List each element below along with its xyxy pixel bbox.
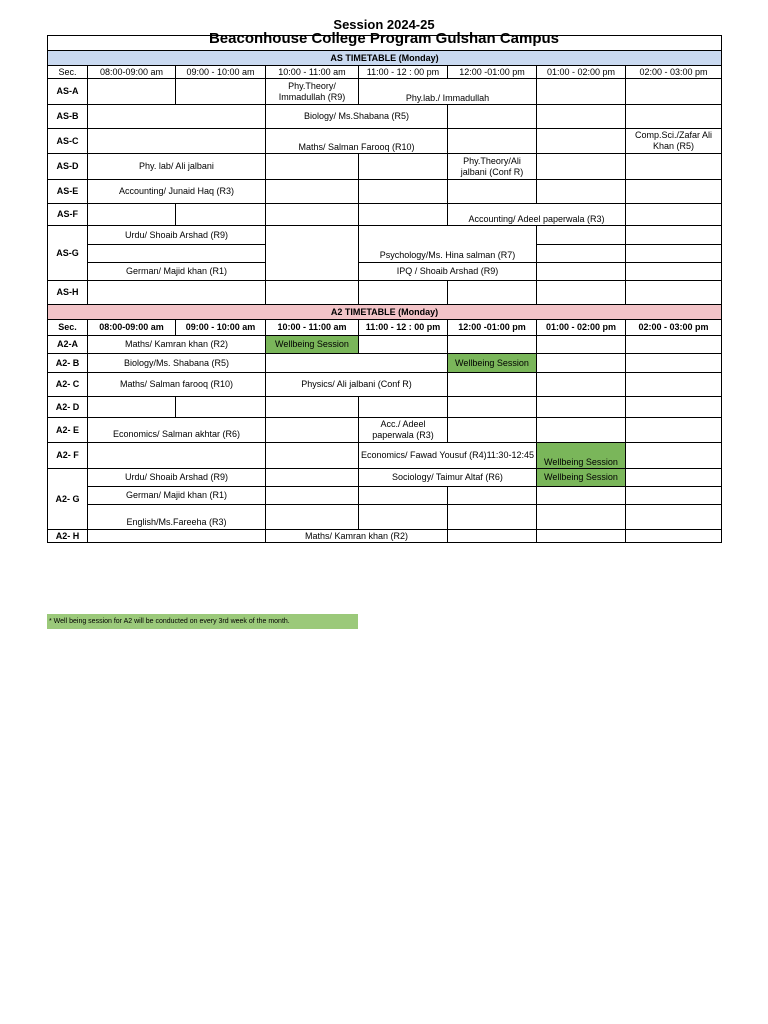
section-a2-d: A2- D <box>48 397 88 418</box>
table-row <box>48 397 722 418</box>
section-as-b: AS-B <box>48 105 88 129</box>
class-cell: Phy. lab/ Ali jalbani <box>88 154 266 180</box>
class-cell: Accounting/ Junaid Haq (R3) <box>88 180 266 204</box>
class-cell: Maths/ Kamran khan (R2) <box>88 336 266 354</box>
wellbeing-note: * Well being session for A2 will be conducted on every 3rd week of the month. <box>47 614 358 629</box>
a2-col-sec: Sec. <box>48 320 88 336</box>
class-cell: German/ Majid khan (R1) <box>88 263 266 281</box>
as-col-0800: 08:00-09:00 am <box>88 66 176 79</box>
a2-col-0100: 01:00 - 02:00 pm <box>537 320 626 336</box>
as-col-1000: 10:00 - 11:00 am <box>266 66 359 79</box>
section-as-g: AS-G <box>48 226 88 281</box>
as-timetable-title: AS TIMETABLE (Monday) <box>48 51 722 66</box>
as-col-sec: Sec. <box>48 66 88 79</box>
class-cell: Economics/ Salman akhtar (R6) <box>88 418 266 443</box>
table-row <box>48 373 722 397</box>
section-a2-b: A2- B <box>48 354 88 373</box>
table-row <box>48 530 722 543</box>
section-as-h: AS-H <box>48 281 88 305</box>
table-row <box>48 105 722 129</box>
section-a2-f: A2- F <box>48 443 88 469</box>
class-cell: Phy.Theory/Ali jalbani (Conf R) <box>448 154 537 180</box>
section-a2-a: A2-A <box>48 336 88 354</box>
wellbeing-cell: Wellbeing Session <box>448 354 537 373</box>
session-title: Session 2024-25 <box>333 17 435 32</box>
class-cell: Physics/ Ali jalbani (Conf R) <box>266 373 448 397</box>
table-row <box>48 180 722 204</box>
table-row <box>48 469 722 487</box>
class-cell: Maths/ Salman Farooq (R10) <box>266 129 448 154</box>
class-cell: Sociology/ Taimur Altaf (R6) <box>359 469 537 487</box>
class-cell: Maths/ Salman farooq (R10) <box>88 373 266 397</box>
section-as-f: AS-F <box>48 204 88 226</box>
class-cell: Phy.lab./ Immadullah <box>359 79 537 105</box>
wellbeing-cell: Wellbeing Session <box>537 443 626 469</box>
timetable <box>47 35 722 543</box>
class-cell: Comp.Sci./Zafar Ali Khan (R5) <box>626 129 722 154</box>
a2-col-1200: 12:00 -01:00 pm <box>448 320 537 336</box>
a2-col-0800: 08:00-09:00 am <box>88 320 176 336</box>
a2-timetable-title: A2 TIMETABLE (Monday) <box>48 305 722 320</box>
a2-col-1000: 10:00 - 11:00 am <box>266 320 359 336</box>
wellbeing-cell: Wellbeing Session <box>266 336 359 354</box>
section-as-d: AS-D <box>48 154 88 180</box>
table-row <box>48 129 722 154</box>
section-a2-h: A2- H <box>48 530 88 543</box>
class-cell: IPQ / Shoaib Arshad (R9) <box>359 263 537 281</box>
a2-col-0900: 09:00 - 10:00 am <box>176 320 266 336</box>
table-row <box>48 418 722 443</box>
table-row <box>48 204 722 226</box>
class-cell: Urdu/ Shoaib Arshad (R9) <box>88 469 266 487</box>
table-row <box>48 354 722 373</box>
a2-col-1100: 11:00 - 12 : 00 pm <box>359 320 448 336</box>
table-row <box>48 79 722 105</box>
class-cell: English/Ms.Fareeha (R3) <box>88 505 266 530</box>
section-as-e: AS-E <box>48 180 88 204</box>
as-col-1200: 12:00 -01:00 pm <box>448 66 537 79</box>
table-row <box>48 281 722 305</box>
as-col-1100: 11:00 - 12 : 00 pm <box>359 66 448 79</box>
title-row <box>48 36 722 51</box>
section-a2-c: A2- C <box>48 373 88 397</box>
table-row <box>48 226 722 245</box>
section-a2-e: A2- E <box>48 418 88 443</box>
class-cell: Phy.Theory/ Immadullah (R9) <box>266 79 359 105</box>
class-cell: German/ Majid khan (R1) <box>88 487 266 505</box>
table-row <box>48 336 722 354</box>
section-as-c: AS-C <box>48 129 88 154</box>
section-a2-g: A2- G <box>48 469 88 530</box>
class-cell: Biology/ Ms.Shabana (R5) <box>266 105 448 129</box>
class-cell: Psychology/Ms. Hina salman (R7) <box>359 226 537 263</box>
class-cell: Urdu/ Shoaib Arshad (R9) <box>88 226 266 245</box>
campus-title: Beaconhouse College Program Gulshan Campus <box>208 30 560 47</box>
section-as-a: AS-A <box>48 79 88 105</box>
class-cell: Acc./ Adeel paperwala (R3) <box>359 418 448 443</box>
wellbeing-cell: Wellbeing Session <box>537 469 626 487</box>
a2-col-0200: 02:00 - 03:00 pm <box>626 320 722 336</box>
class-cell: Accounting/ Adeel paperwala (R3) <box>448 204 626 226</box>
class-cell: Maths/ Kamran khan (R2) <box>266 530 448 543</box>
as-col-0100: 01:00 - 02:00 pm <box>537 66 626 79</box>
as-col-0200: 02:00 - 03:00 pm <box>626 66 722 79</box>
as-col-0900: 09:00 - 10:00 am <box>176 66 266 79</box>
table-row <box>48 443 722 469</box>
class-cell: Biology/Ms. Shabana (R5) <box>88 354 266 373</box>
table-row <box>48 154 722 180</box>
class-cell: Economics/ Fawad Yousuf (R4)11:30-12:45 <box>359 443 537 469</box>
